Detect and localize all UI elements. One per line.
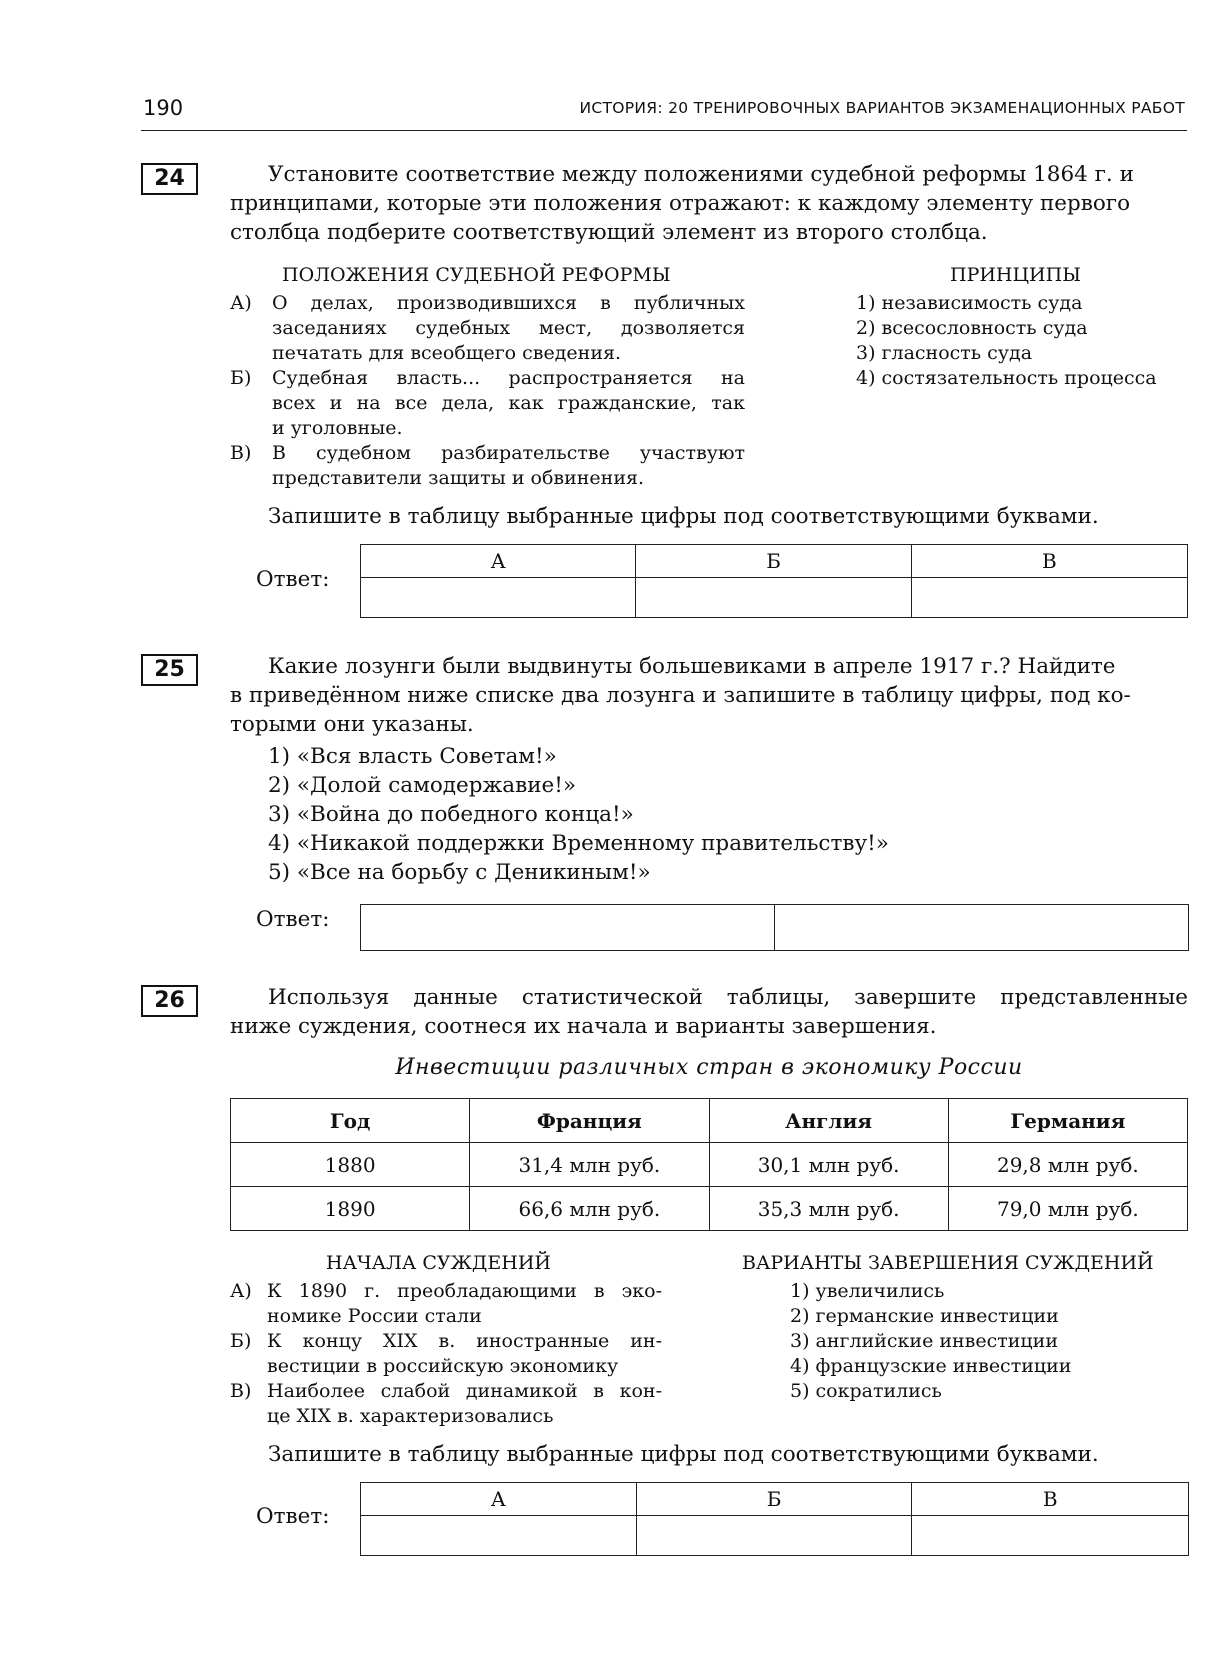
table-cell: 29,8 млн руб. [948,1143,1187,1187]
completion-option: 1) увеличились [790,1280,945,1302]
task25-answer-label: Ответ: [256,907,330,932]
task-number-25: 25 [141,654,198,686]
item-line: всех и на все дела, как гражданские, так [272,392,745,414]
answer-column-header: А [361,545,636,578]
task24-right-heading: ПРИНЦИПЫ [950,264,1081,286]
table-cell: 1890 [231,1187,470,1231]
task24-answer-table [360,544,1188,618]
principle-option: 1) независимость суда [856,292,1083,314]
task24-principles-list [856,291,1186,391]
slogan-option-5: 5) «Все на борьбу с Деникиным!» [268,860,651,885]
item-line: Наиболее слабой динамикой в кон- [267,1380,662,1402]
table-header-row [231,1099,1188,1143]
answer-cell-a[interactable] [361,1516,637,1556]
item-line: Судебная власть... распространяется на [272,367,745,389]
table-header-cell: Англия [709,1099,948,1143]
book-title: ИСТОРИЯ: 20 ТРЕНИРОВОЧНЫХ ВАРИАНТОВ ЭКЗАМЕНАЦИОННЫХ РАБОТ [579,99,1185,117]
answer-cell-c[interactable] [912,1516,1189,1556]
task26-prompt-line-2: ниже суждения, соотнеся их начала и варианты завершения. [230,1014,937,1039]
table-header-cell: Германия [948,1099,1187,1143]
task26-item-a [230,1279,662,1329]
answer-column-header: В [912,1483,1189,1516]
answer-cell-a[interactable] [361,578,636,618]
table-row [231,1187,1188,1231]
item-label: В) [230,442,252,464]
task24-prompt-line-2: принципами, которые эти положения отражают: к каждому элементу первого [230,191,1131,216]
task26-prompt-line-1: Используя данные статистической таблицы, завершите представленные [268,985,1188,1010]
task24-item-a [230,291,745,366]
completion-option: 3) английские инвестиции [790,1330,1058,1352]
principle-option: 2) всесословность суда [856,317,1088,339]
task26-item-c [230,1379,662,1429]
item-line: заседаниях судебных мест, дозволяется [272,317,745,339]
item-line: К 1890 г. преобладающими в эко- [267,1280,662,1302]
table-cell: 79,0 млн руб. [948,1187,1187,1231]
item-line: представители защиты и обвинения. [272,467,645,489]
page-number: 190 [143,96,184,120]
task26-answer-table [360,1482,1189,1556]
slogan-option-1: 1) «Вся власть Советам!» [268,744,557,769]
task26-instruction: Запишите в таблицу выбранные цифры под соответствующими буквами. [268,1442,1099,1467]
item-label: В) [230,1380,252,1402]
item-label: Б) [230,367,252,389]
task25-prompt-line-2: в приведённом ниже списке два лозунга и запишите в таблицу цифры, под ко- [230,683,1131,708]
table-cell: 1880 [231,1143,470,1187]
slogan-option-4: 4) «Никакой поддержки Временному правительству!» [268,831,889,856]
table-cell: 66,6 млн руб. [470,1187,709,1231]
item-line: це XIX в. характеризовались [267,1405,554,1427]
task24-prompt-line-1: Установите соответствие между положениями судебной реформы 1864 г. и [268,162,1134,187]
task-number-24: 24 [141,163,198,195]
task24-item-c [230,441,745,491]
principle-option: 4) состязательность процесса [856,367,1157,389]
table-cell: 31,4 млн руб. [470,1143,709,1187]
task25-prompt-line-3: торыми они указаны. [230,712,474,737]
answer-column-header: Б [636,545,911,578]
task26-answer-label: Ответ: [256,1504,330,1529]
task24-prompt-line-3: столбца подберите соответствующий элемент из второго столбца. [230,220,988,245]
table-header-cell: Год [231,1099,470,1143]
answer-cell-b[interactable] [636,1516,912,1556]
slogan-option-2: 2) «Долой самодержавие!» [268,773,577,798]
principle-option: 3) гласность суда [856,342,1033,364]
answer-column-header: Б [636,1483,912,1516]
item-line: В судебном разбирательстве участвуют [272,442,745,464]
answer-cell-b[interactable] [636,578,911,618]
investment-statistics-table [230,1098,1188,1231]
task26-left-heading: НАЧАЛА СУЖДЕНИЙ [326,1252,551,1274]
answer-cell-c[interactable] [911,578,1187,618]
item-label: А) [230,1280,252,1302]
completion-option: 4) французские инвестиции [790,1355,1072,1377]
task25-answer-table [360,904,1189,951]
task25-prompt-line-1: Какие лозунги были выдвинуты большевиками в апреле 1917 г.? Найдите [268,654,1116,679]
task26-right-heading: ВАРИАНТЫ ЗАВЕРШЕНИЯ СУЖДЕНИЙ [742,1252,1154,1274]
item-label: А) [230,292,252,314]
table-cell: 30,1 млн руб. [709,1143,948,1187]
answer-cell-1[interactable] [361,905,775,951]
item-line: О делах, производившихся в публичных [272,292,745,314]
table-row [231,1143,1188,1187]
answer-column-header: А [361,1483,637,1516]
task24-answer-label: Ответ: [256,567,330,592]
slogan-option-3: 3) «Война до победного конца!» [268,802,634,827]
item-label: Б) [230,1330,252,1352]
item-line: вестиции в российскую экономику [267,1355,619,1377]
task24-item-b [230,366,745,441]
task26-item-b [230,1329,662,1379]
running-header [141,90,1187,131]
task-number-26: 26 [141,985,198,1017]
table-cell: 35,3 млн руб. [709,1187,948,1231]
statistics-table-caption: Инвестиции различных стран в экономику России [395,1055,1023,1080]
completion-option: 2) германские инвестиции [790,1305,1059,1327]
item-line: К концу XIX в. иностранные ин- [267,1330,662,1352]
table-header-cell: Франция [470,1099,709,1143]
task24-left-heading: ПОЛОЖЕНИЯ СУДЕБНОЙ РЕФОРМЫ [282,264,671,286]
answer-cell-2[interactable] [775,905,1189,951]
answer-column-header: В [911,545,1187,578]
completion-option: 5) сократились [790,1380,942,1402]
task26-completions-list [790,1279,1190,1404]
item-line: номике России стали [267,1305,482,1327]
item-line: и уголовные. [272,417,403,439]
task24-instruction: Запишите в таблицу выбранные цифры под соответствующими буквами. [268,504,1099,529]
item-line: печатать для всеобщего сведения. [272,342,622,364]
